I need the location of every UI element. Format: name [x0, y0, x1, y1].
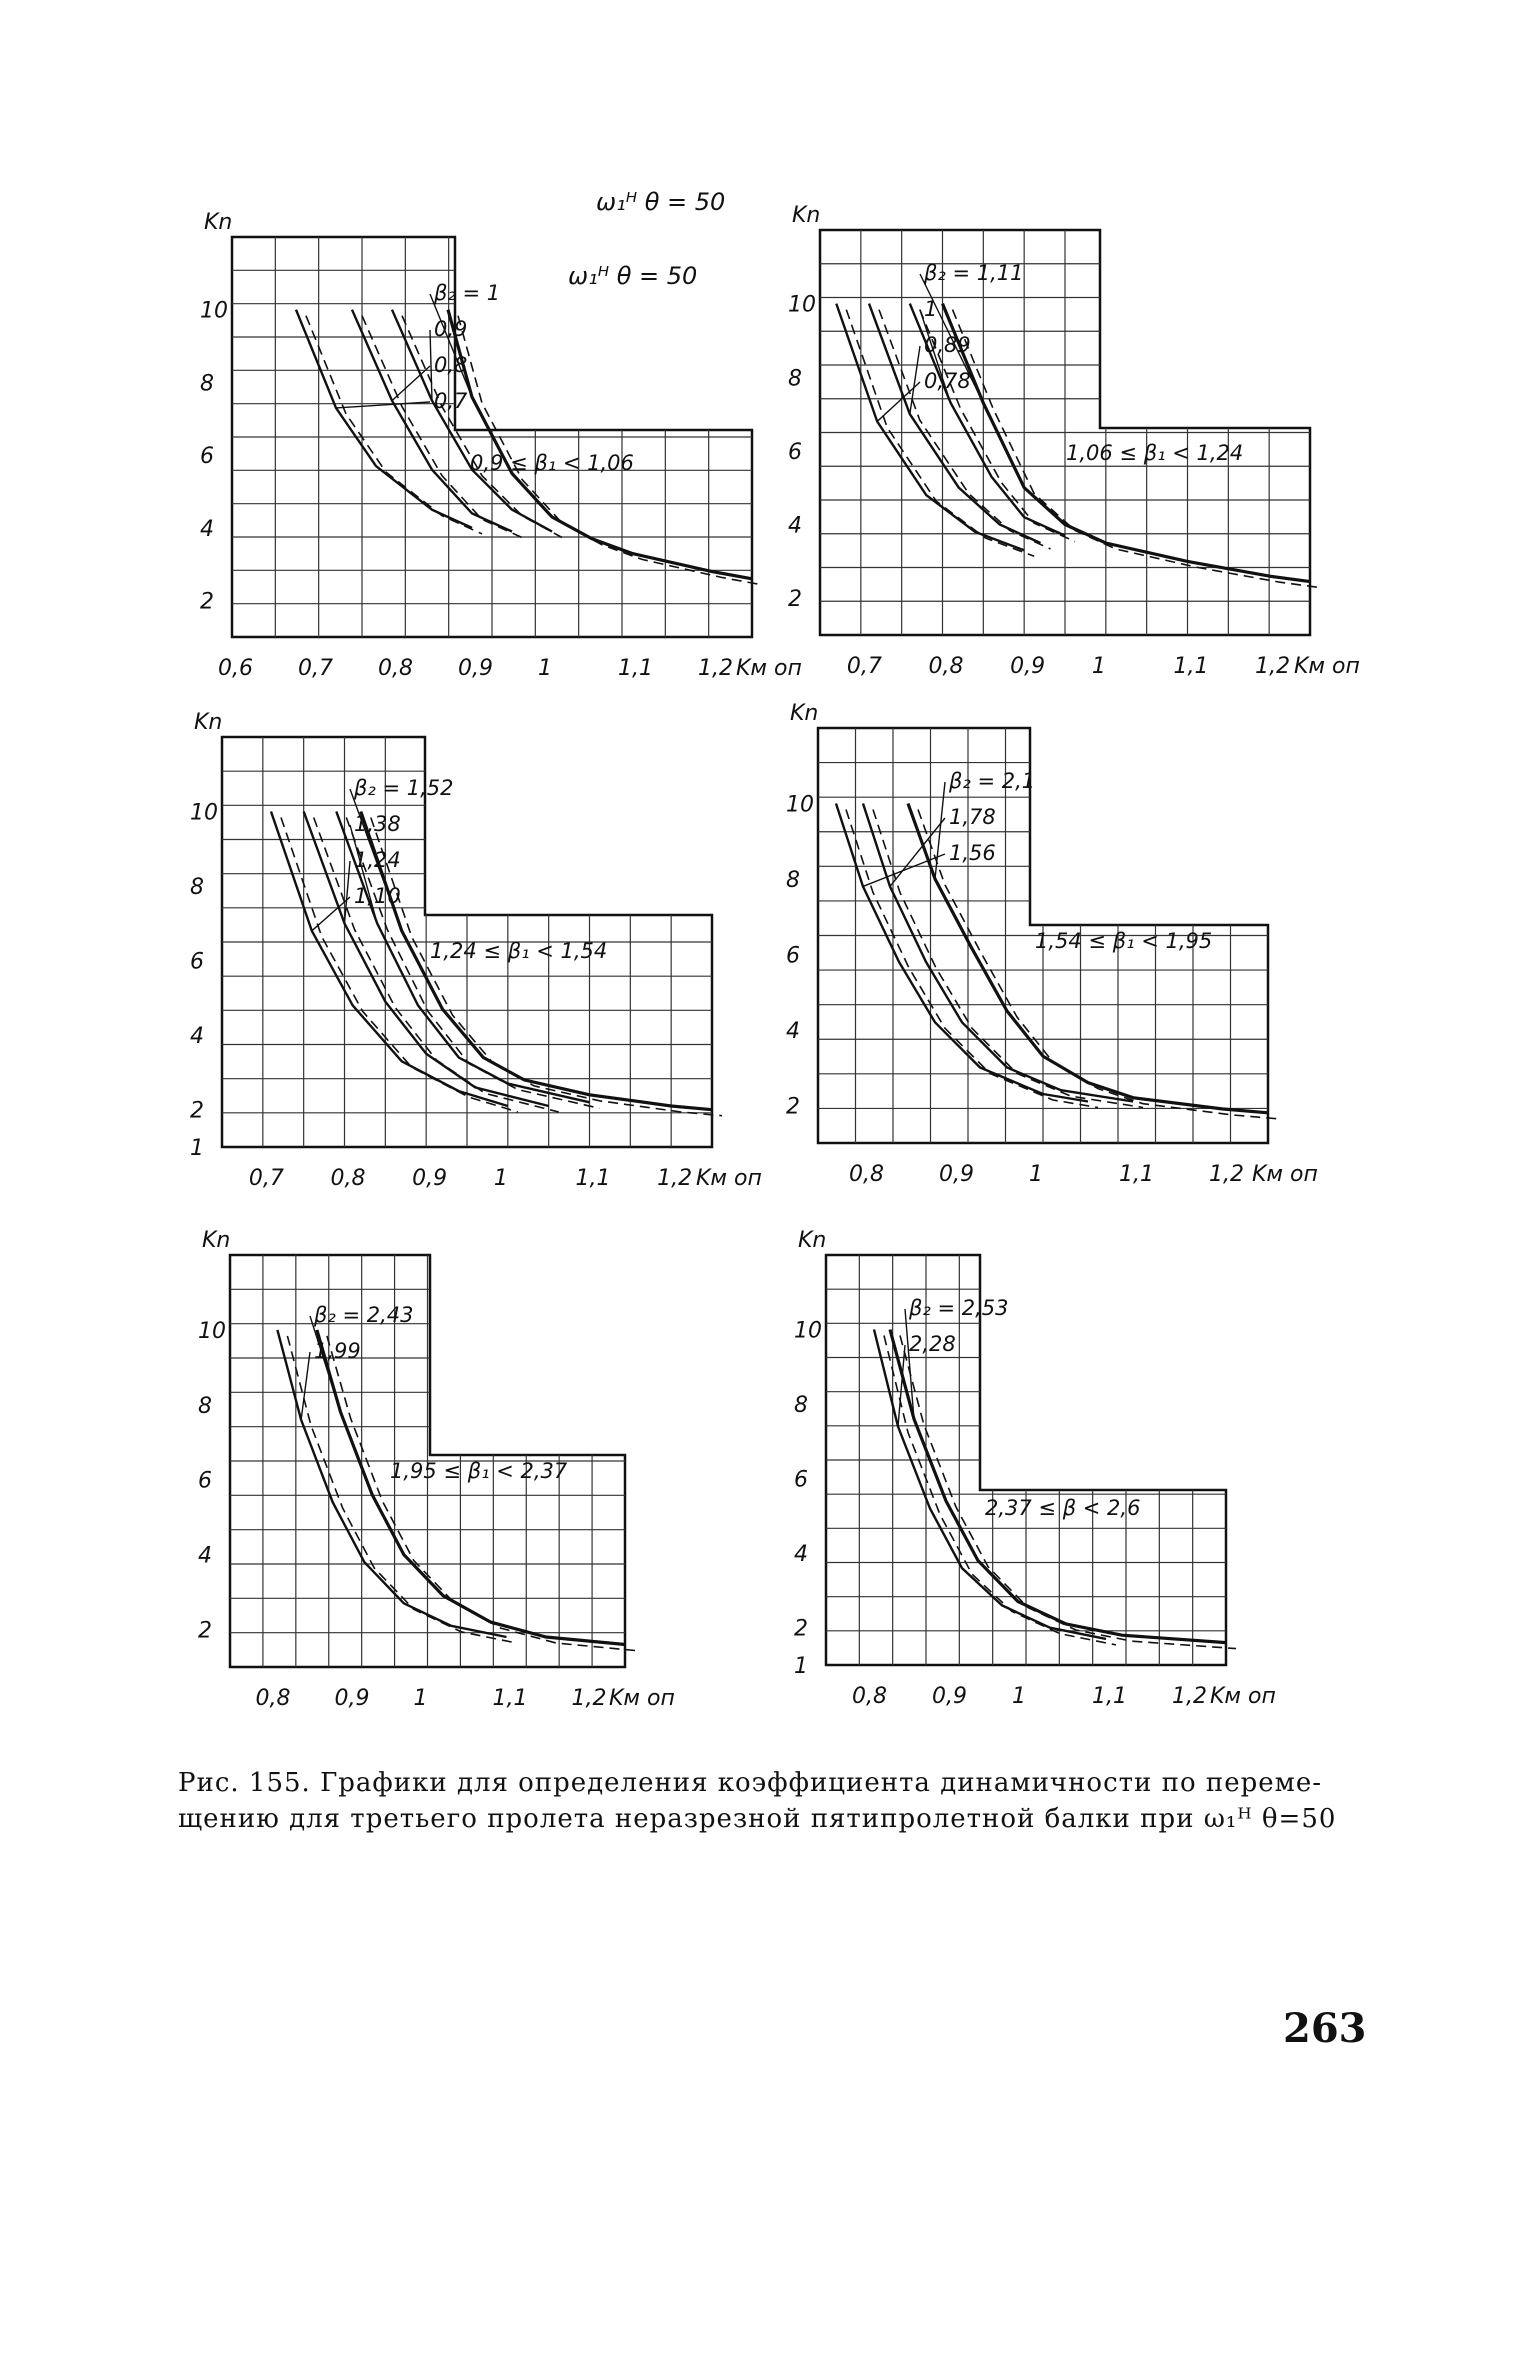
- y-tick-label: 4: [788, 513, 802, 539]
- series-label: β₂ = 1,11: [924, 261, 1024, 285]
- x-tick-label: 1: [493, 1166, 508, 1191]
- y-tick-label: 6: [794, 1467, 808, 1493]
- y-tick-label: 2: [788, 587, 802, 613]
- x-tick-label: 0,8: [928, 654, 964, 679]
- range-label: 0,9 ≤ β₁ < 1,06: [470, 451, 634, 475]
- y-axis-label: Kn: [798, 1228, 827, 1253]
- series-label: β₂ = 2,1: [949, 769, 1036, 793]
- x-tick-label: 0,6: [218, 656, 253, 681]
- x-axis-label: Kм оп: [736, 656, 802, 681]
- series-label: 1,56: [949, 841, 996, 865]
- chart-panel-2: [788, 203, 1360, 679]
- y-tick-label: 10: [786, 792, 814, 818]
- y-tick-label: 2: [786, 1094, 800, 1120]
- series-label: 0,89: [924, 333, 971, 357]
- series-label: 0,8: [434, 353, 468, 377]
- y-tick-label: 8: [788, 366, 802, 392]
- chart-panel-1: [200, 210, 802, 681]
- series-line: [874, 1330, 1106, 1639]
- charts-layer: [190, 203, 1360, 1711]
- range-label: 1,54 ≤ β₁ < 1,95: [1035, 929, 1213, 953]
- series-line: [296, 310, 472, 528]
- range-label: 2,37 ≤ β < 2,6: [985, 1496, 1141, 1520]
- series-label: β₂ = 2,43: [314, 1303, 414, 1327]
- y-tick-label: 4: [794, 1542, 808, 1568]
- y-tick-label: 8: [794, 1393, 808, 1419]
- x-tick-label: 1,1: [1173, 654, 1209, 679]
- x-tick-label: 1: [1091, 654, 1106, 679]
- series-line-dashed: [371, 818, 722, 1116]
- x-tick-label: 1,1: [575, 1166, 611, 1191]
- x-tick-label: 0,7: [298, 656, 333, 681]
- series-label: 0,78: [924, 369, 971, 393]
- y-axis-label: Kn: [792, 203, 821, 228]
- y-tick-label: 8: [786, 867, 800, 893]
- series-leader: [336, 402, 430, 408]
- x-tick-label: 1: [1012, 1684, 1026, 1709]
- y-tick-label: 2: [794, 1616, 808, 1642]
- series-label: 1,10: [354, 884, 401, 908]
- y-tick-label: 4: [200, 516, 214, 542]
- x-tick-label: 1: [1029, 1162, 1043, 1187]
- series-leader: [910, 346, 920, 414]
- y-axis-label: Kn: [790, 701, 819, 726]
- range-label: 1,06 ≤ β₁ < 1,24: [1066, 441, 1244, 465]
- series-label: 1,24: [354, 848, 401, 872]
- x-tick-label: 1,1: [1119, 1162, 1154, 1187]
- y-tick-label: 6: [198, 1468, 212, 1494]
- series-label: β₂ = 2,53: [909, 1296, 1009, 1320]
- series-line-dashed: [900, 1336, 1236, 1649]
- series-leader: [430, 330, 432, 401]
- x-axis-label: Kм оп: [1210, 1684, 1276, 1709]
- series-label: β₂ = 1,52: [354, 776, 454, 800]
- range-label: 1,24 ≤ β₁ < 1,54: [430, 939, 608, 963]
- series-leader: [310, 1316, 341, 1412]
- page-number: 263: [1283, 2005, 1367, 2052]
- y-tick-label: 6: [190, 949, 204, 975]
- series-line: [352, 310, 512, 532]
- y-axis-label: Kn: [204, 210, 233, 235]
- x-tick-label: 1,2: [1209, 1162, 1244, 1187]
- chart-panel-6: [794, 1228, 1276, 1709]
- y-axis-label: Kn: [202, 1228, 231, 1253]
- x-tick-label: 0,9: [412, 1166, 448, 1191]
- y-tick-label: 6: [200, 444, 214, 470]
- x-tick-label: 1: [538, 656, 552, 681]
- x-tick-label: 0,9: [932, 1684, 967, 1709]
- x-tick-label: 0,7: [846, 654, 882, 679]
- y-tick-label: 8: [198, 1393, 212, 1419]
- x-tick-label: 0,8: [330, 1166, 366, 1191]
- y-tick-label: 10: [794, 1318, 822, 1344]
- y-tick-label: 6: [788, 439, 802, 465]
- y-tick-label: 2: [190, 1098, 204, 1124]
- x-tick-label: 1,1: [618, 656, 653, 681]
- series-label: 0,7: [434, 389, 468, 413]
- x-tick-label: 1,2: [571, 1686, 607, 1711]
- x-tick-label: 1: [413, 1686, 428, 1711]
- x-tick-label: 0,8: [378, 656, 413, 681]
- series-label: 2,28: [909, 1332, 956, 1356]
- header-omega-inner: ω₁ᴴ θ = 50: [568, 262, 698, 290]
- y-tick-label: 2: [200, 589, 214, 615]
- x-tick-label: 1,1: [1092, 1684, 1127, 1709]
- y-tick-label: 8: [200, 371, 214, 397]
- caption-line-2: щению для третьего пролета неразрезной пятипролетной балки при ω₁ᴴ θ=50: [178, 1804, 1337, 1834]
- y-tick-label: 6: [786, 943, 800, 969]
- y-tick-label: 4: [190, 1024, 204, 1050]
- y-axis-label: Kn: [194, 710, 223, 735]
- x-axis-label: Kм оп: [1294, 654, 1360, 679]
- series-line: [448, 310, 752, 579]
- series-line: [317, 1330, 625, 1645]
- x-tick-label: 0,7: [248, 1166, 284, 1191]
- x-tick-label: 0,9: [458, 656, 493, 681]
- series-label: 1,38: [354, 812, 401, 836]
- series-label: 1,78: [949, 805, 996, 829]
- x-tick-label: 0,9: [1010, 654, 1046, 679]
- series-label: β₂ = 1: [434, 281, 501, 305]
- figure-caption: [178, 1765, 1358, 1837]
- chart-panel-4: [786, 701, 1318, 1187]
- series-leader: [430, 294, 472, 397]
- x-tick-label: 0,8: [849, 1162, 884, 1187]
- series-leader: [301, 1352, 310, 1420]
- series-label: 1,99: [314, 1339, 361, 1363]
- series-label: 0,9: [434, 317, 468, 341]
- y-tick-label: 1: [794, 1654, 808, 1679]
- range-label: 1,95 ≤ β₁ < 2,37: [390, 1459, 568, 1483]
- series-line: [277, 1330, 506, 1637]
- chart-panel-5: [198, 1228, 675, 1711]
- series-line-dashed: [873, 810, 1143, 1108]
- x-axis-label: Kм оп: [696, 1166, 762, 1191]
- y-tick-label: 8: [190, 875, 204, 901]
- x-tick-label: 0,9: [939, 1162, 974, 1187]
- x-tick-label: 1,2: [698, 656, 733, 681]
- caption-line-1: Рис. 155. Графики для определения коэффициента динамичности по переме-: [178, 1768, 1323, 1798]
- x-tick-label: 0,8: [852, 1684, 887, 1709]
- y-tick-label: 10: [788, 292, 816, 318]
- y-tick-label: 4: [198, 1543, 212, 1569]
- y-tick-label: 2: [198, 1618, 212, 1644]
- x-tick-label: 1,2: [657, 1166, 693, 1191]
- x-axis-label: Kм оп: [1252, 1162, 1318, 1187]
- chart-panel-3: [190, 710, 762, 1191]
- x-axis-label: Kм оп: [609, 1686, 675, 1711]
- x-tick-label: 1,2: [1172, 1684, 1207, 1709]
- series-label: 1: [924, 297, 938, 321]
- x-tick-label: 0,9: [334, 1686, 370, 1711]
- x-tick-label: 1,2: [1255, 654, 1291, 679]
- y-tick-label: 4: [786, 1018, 800, 1044]
- x-tick-label: 1,1: [492, 1686, 528, 1711]
- series-leader: [935, 782, 945, 879]
- series-line: [890, 1330, 1226, 1643]
- series-line-dashed: [287, 1336, 516, 1643]
- y-tick-label: 1: [190, 1136, 204, 1161]
- header-omega-top: ω₁ᴴ θ = 50: [596, 188, 726, 216]
- y-tick-label: 10: [198, 1318, 226, 1344]
- y-tick-label: 10: [190, 800, 218, 826]
- y-tick-label: 10: [200, 298, 228, 324]
- x-tick-label: 0,8: [255, 1686, 291, 1711]
